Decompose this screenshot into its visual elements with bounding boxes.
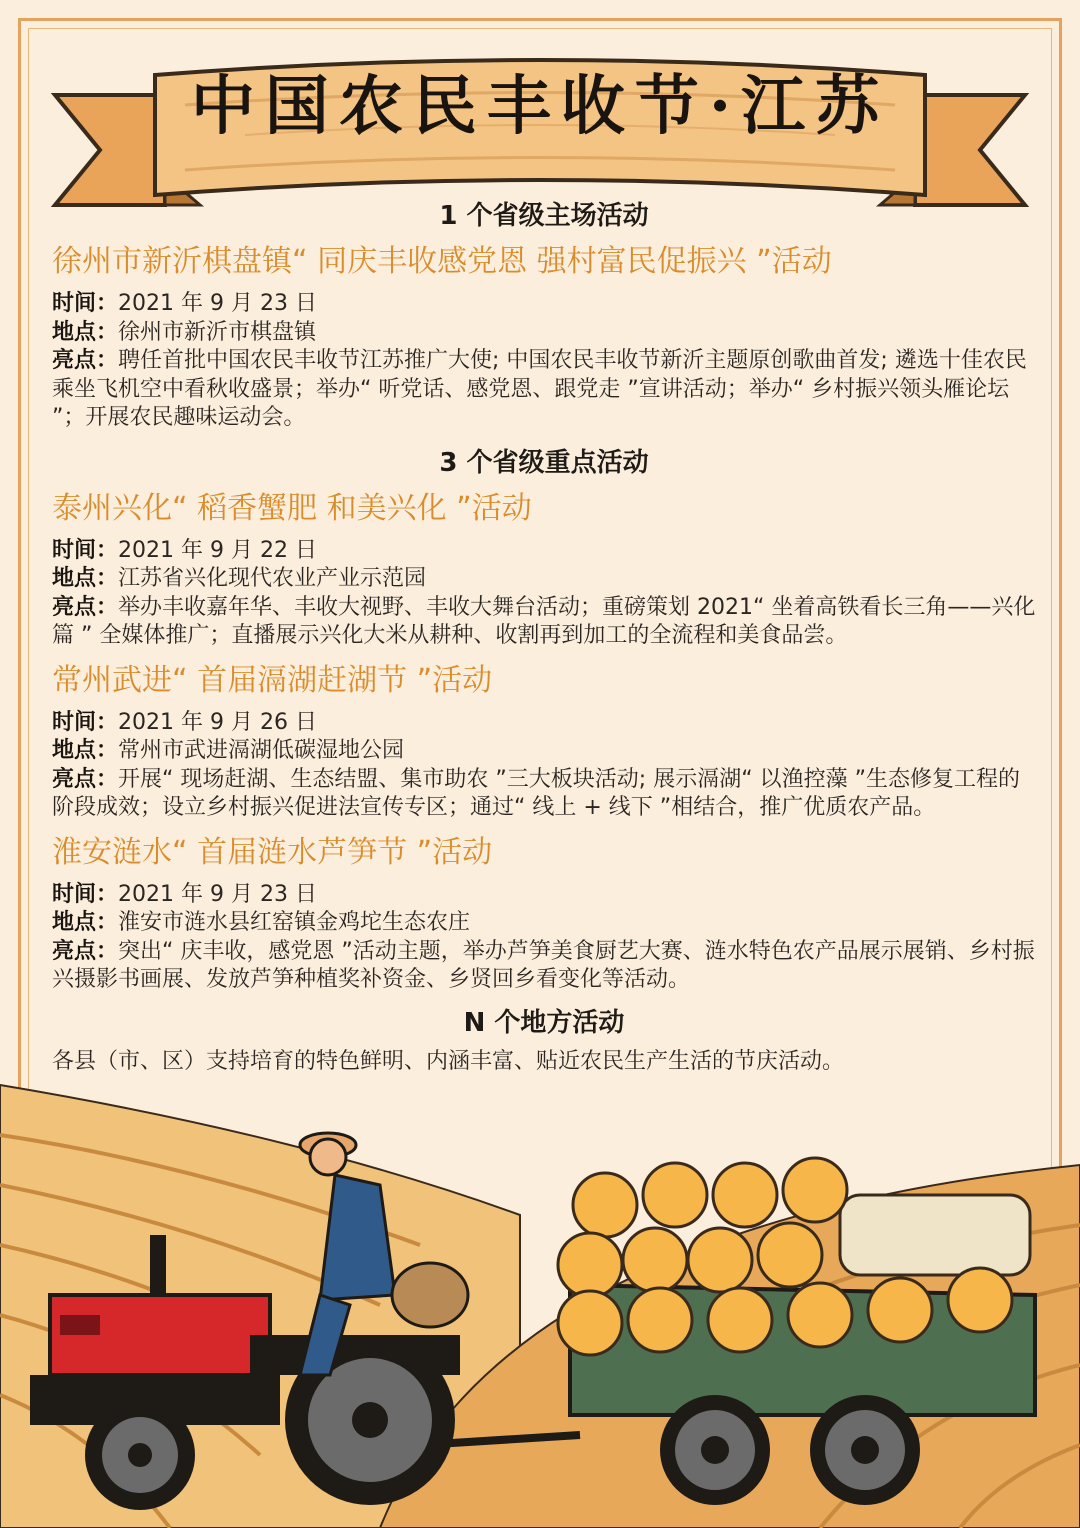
page-title: 中国农民丰收节·江苏 bbox=[190, 69, 890, 144]
event-time bbox=[52, 881, 1036, 910]
event-block bbox=[52, 659, 1036, 823]
place-value: 江苏省兴化现代农业产业示范园 bbox=[118, 566, 427, 591]
event-highlight bbox=[52, 766, 1036, 823]
event-highlight bbox=[52, 938, 1036, 995]
place-label: 地点： bbox=[52, 738, 119, 763]
place-label: 地点： bbox=[52, 566, 119, 591]
event-highlight bbox=[52, 347, 1036, 433]
highlight-value: 聘任首批中国农民丰收节江苏推广大使; 中国农民丰收节新沂主题原创歌曲首发; 遴选十佳农民乘坐飞机空中看秋收盛景；举办“ 听党话、感党恩、跟党走 ”宣讲活动；举办“ 乡村振兴领头雁论坛 ”；开展农民趣味运动会。 bbox=[52, 348, 1027, 430]
place-value: 徐州市新沂市棋盘镇 bbox=[118, 319, 317, 345]
event-time bbox=[52, 290, 1036, 319]
event-time bbox=[52, 537, 1036, 566]
section-heading-key: 3 个省级重点活动 bbox=[439, 447, 649, 478]
place-label: 地点： bbox=[52, 319, 119, 345]
place-label: 地点： bbox=[52, 910, 119, 935]
event-place bbox=[52, 565, 1036, 594]
section-heading-local: N 个地方活动 bbox=[463, 1007, 625, 1038]
highlight-label: 亮点： bbox=[52, 594, 119, 620]
event-highlight bbox=[52, 594, 1036, 651]
highlight-value: 举办丰收嘉年华、丰收大视野、丰收大舞台活动；重磅策划 2021“ 坐着高铁看长三角——兴化篇 ” 全媒体推广；直播展示兴化大米从耕种、收割再到加工的全流程和美食品尝。 bbox=[52, 594, 1036, 648]
content-area bbox=[52, 190, 1036, 1077]
local-activities-text: 各县（市、区）支持培育的特色鲜明、内涵丰富、贴近农民生产生活的节庆活动。 bbox=[52, 1048, 845, 1074]
highlight-value: 突出“ 庆丰收，感党恩 ”活动主题，举办芦笋美食厨艺大赛、涟水特色农产品展示展销、乡村振兴摄影书画展、发放芦笋种植奖补资金、乡贤回乡看变化等活动。 bbox=[52, 938, 1035, 992]
time-label: 时间： bbox=[52, 709, 119, 735]
event-place bbox=[52, 909, 1036, 938]
event-title: 徐州市新沂棋盘镇“ 同庆丰收感党恩 强村富民促振兴 ”活动 bbox=[52, 244, 832, 279]
event-title: 常州武进“ 首届滆湖赶湖节 ”活动 bbox=[52, 662, 493, 698]
time-label: 时间： bbox=[52, 537, 119, 563]
harvest-illustration bbox=[0, 1075, 1080, 1528]
time-value: 2021 年 9 月 26 日 bbox=[118, 709, 317, 735]
place-value: 常州市武进滆湖低碳湿地公园 bbox=[118, 738, 405, 763]
event-title: 泰州兴化“ 稻香蟹肥 和美兴化 ”活动 bbox=[52, 490, 532, 526]
time-label: 时间： bbox=[52, 881, 119, 907]
time-value: 2021 年 9 月 22 日 bbox=[118, 537, 317, 563]
time-value: 2021 年 9 月 23 日 bbox=[118, 881, 317, 907]
highlight-value: 开展“ 现场赶湖、生态结盟、集市助农 ”三大板块活动; 展示滆湖“ 以渔控藻 ”生态修复工程的阶段成效；设立乡村振兴促进法宣传专区；通过“ 线上 + 线下 ”相结合，推广优质农产品。 bbox=[52, 766, 1020, 820]
time-value: 2021 年 9 月 23 日 bbox=[118, 291, 317, 316]
event-place bbox=[52, 319, 1036, 348]
event-time bbox=[52, 709, 1036, 738]
section-heading-main: 1 个省级主场活动 bbox=[439, 201, 649, 231]
place-value: 淮安市涟水县红窑镇金鸡坨生态农庄 bbox=[118, 910, 471, 935]
time-label: 时间： bbox=[52, 291, 119, 316]
highlight-label: 亮点： bbox=[52, 766, 119, 792]
event-block bbox=[52, 487, 1036, 651]
highlight-label: 亮点： bbox=[52, 938, 119, 964]
event-title: 淮安涟水“ 首届涟水芦笋节 ”活动 bbox=[52, 834, 493, 870]
highlight-label: 亮点： bbox=[52, 348, 119, 373]
event-place bbox=[52, 737, 1036, 766]
event-block bbox=[52, 831, 1036, 995]
